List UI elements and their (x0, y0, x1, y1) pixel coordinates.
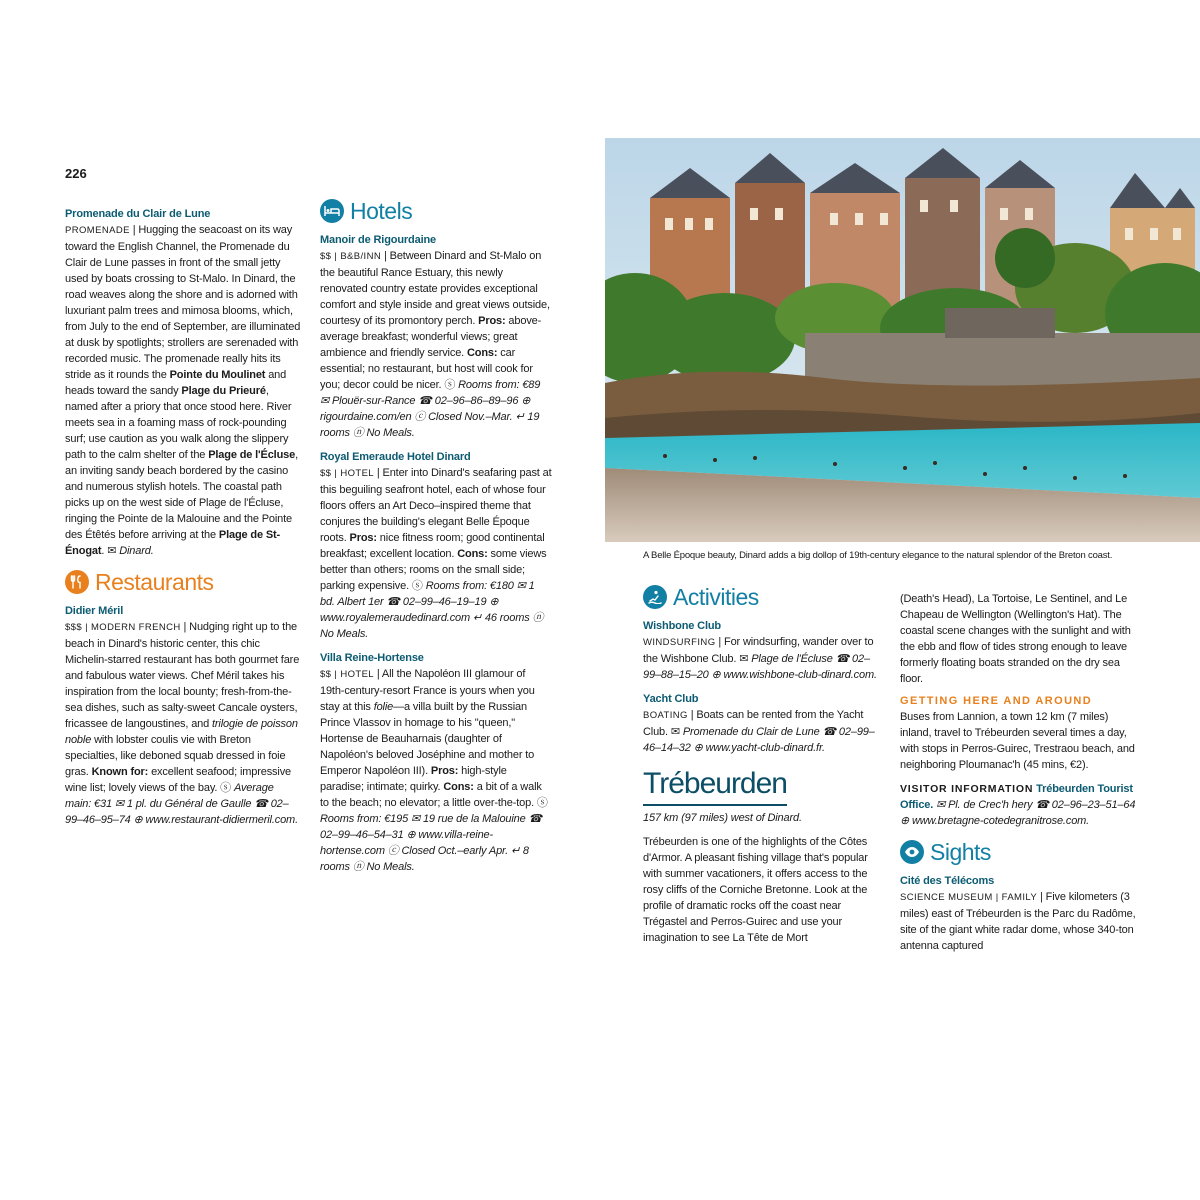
tourist-office-name: Trébeurden Tourist Office. (900, 783, 1133, 811)
entry-royal-emeraude (320, 449, 552, 642)
column-4 (900, 591, 1136, 954)
place-name: Pointe du Moulinet (169, 369, 266, 381)
getting-here-heading: GETTING HERE AND AROUND (900, 695, 1093, 707)
hotel-bed-icon (320, 199, 344, 223)
entry-category: SCIENCE MUSEUM | FAMILY (900, 892, 1038, 903)
cons-label: Cons: (466, 347, 498, 359)
entry-title: Villa Reine-Hortense (320, 652, 424, 664)
section-title: Restaurants (95, 569, 214, 595)
entry-title: Wishbone Club (643, 620, 721, 632)
entry-text: | All the Napoléon III glamour of 19th-century-resort France is yours when you stay at this (320, 668, 535, 713)
pros-label: Pros: (430, 765, 459, 777)
photo-caption: A Belle Époque beauty, Dinard adds a big dollop of 19th-century elegance to the natural splendor of the Breton coast. (643, 550, 1113, 561)
visitor-information (900, 781, 1136, 829)
entry-promenade (65, 206, 301, 559)
visitor-info-label: VISITOR INFORMATION (900, 783, 1034, 795)
getting-here-text: Buses from Lannion, a town 12 km (7 miles) inland, travel to Trébeurden several times a day, with stops in Perros-Guirec, Trestraou beach, and neighboring Ploumanac'h (45 mins, €2). (900, 711, 1135, 771)
entry-address: Rooms from: €180 ✉ 1 bd. Albert 1er ☎ 02–99–46–19–19 ⊕ www.royalemeraudedinard.com ↵ 46 rooms ⓝ No Meals. (320, 580, 544, 640)
entry-villa-reine-hortense (320, 650, 552, 875)
column-2 (320, 198, 552, 875)
entry-text: | Enter into Dinard's seafaring past at this beguiling seafront hotel, each of whose four floors offers an Art Deco–inspired theme that conjures the building's elegant Belle Époque roots. (320, 467, 552, 544)
entry-address: Promenade du Clair de Lune ☎ 02–99–46–14–32 ⊕ www.yacht-club-dinard.fr. (643, 726, 875, 754)
entry-text: folie (373, 701, 394, 713)
entry-address: ✉ Pl. de Crec'h hery ☎ 02–96–23–51–64 ⊕ www.bretagne-cotedegranitrose.com. (900, 799, 1136, 827)
entry-title: Manoir de Rigourdaine (320, 234, 437, 246)
entry-didier-meril (65, 603, 301, 828)
entry-title: Royal Emeraude Hotel Dinard (320, 451, 471, 463)
entry-text: nice fitness room; good continental breakfast; excellent location. (320, 532, 545, 560)
section-title: Activities (673, 584, 759, 610)
entry-text: , an inviting sandy beach bordered by the casino and numerous stylish hotels. The coastal path picks up on the west side of Plage de l'Écluse, ringing the Pointe de la Malouine and the Pointe des Étêtés before arriving at the (65, 449, 298, 541)
restaurant-icon (65, 570, 89, 594)
entry-wishbone-club (643, 618, 879, 683)
entry-address: Rooms from: €89 ✉ Plouër-sur-Rance ☎ 02–96–86–89–96 ⊕ rigourdaine.com/en ⓒ Closed Nov.–Mar. ↵ 19 rooms ⓝ No Meals. (320, 379, 541, 439)
column-3 (643, 584, 879, 946)
entry-category: $$ | B&B/INN (320, 251, 382, 262)
place-name: Plage du Prieuré (181, 385, 266, 397)
entry-title: Yacht Club (643, 693, 699, 705)
entry-text: | Boats can be rented from the Yacht Club. ✉ (643, 709, 864, 738)
pros-label: Pros: (478, 315, 506, 327)
entry-text: high-style paradise; intimate; quirky. (320, 765, 507, 793)
section-title: Hotels (350, 198, 413, 224)
cons-label: Cons: (443, 781, 474, 793)
entry-category: PROMENADE (65, 225, 130, 236)
entry-text: and heads toward the sandy (65, 369, 287, 397)
known-for-label: Known for: (91, 766, 149, 778)
entry-text: above-average breakfast; wonderful views; great ambience and friendly service. (320, 315, 542, 359)
hotels-heading (320, 198, 552, 224)
entry-category: $$$ | MODERN FRENCH (65, 622, 181, 633)
column-1 (65, 206, 301, 828)
entry-title: Promenade du Clair de Lune (65, 208, 211, 220)
entry-text: | Nudging right up to the beach in Dinard's historic center, this chic Michelin-starred restaurant has both gourmet fare and fabulous water views. Chef Méril takes his inspiration from the local bounty; fresh-from-the-sea dishes, such as salty-sweet Cancale oysters, fricassee de langoustines, and (65, 621, 300, 730)
dinard-coast-photo (605, 138, 1200, 542)
place-name: Plage de l'Écluse (208, 449, 296, 461)
entry-cite-des-telecoms (900, 873, 1136, 954)
entry-text: | Hugging the seacoast on its way toward the English Channel, the Promenade du Clair de Lune passes in front of the small jetty used by boats crossing to St-Malo. In Dinard, the road weaves along the shore and is adorned with luxuriant palm trees and mimosa blooms, which, from July to the end of September, are illuminated at dusk by spotlights; strollers are serenaded with recorded music. The promenade really hits its stride as it rounds the (65, 224, 301, 381)
entry-text: —a villa built by the Russian Prince Vlassov in homage to his "queen," Hortense de Beauharnais (daughter of Napoléon's beloved Joséphine and mother to Emperor Napoléon III). (320, 701, 535, 777)
entry-category: $$ | HOTEL (320, 669, 374, 680)
activities-heading (643, 584, 879, 610)
entry-address: Dinard. (119, 545, 154, 557)
town-heading: Trébeurden (643, 766, 787, 806)
entry-title: Didier Méril (65, 605, 124, 617)
sights-heading (900, 839, 1136, 865)
eye-icon (900, 840, 924, 864)
entry-address: Plage de l'Écluse ☎ 02–99–88–15–20 ⊕ www.wishbone-club-dinard.com. (643, 653, 877, 681)
pros-label: Pros: (349, 532, 377, 544)
dish-name: trilogie de poisson noble (65, 718, 298, 746)
entry-text: with lobster coulis vie with Breton specialties, like deboned squab dressed in foie gras. (65, 734, 286, 778)
section-title: Sights (930, 839, 991, 865)
cons-label: Cons: (457, 548, 488, 560)
town-distance: 157 km (97 miles) west of Dinard. (643, 812, 802, 824)
activities-icon (643, 585, 667, 609)
entry-text: , named after a priory that once stood here. River meets sea in a foaming mass of rock-pounding surf; use caution as you walk along the slippery path to the calm shelter of the (65, 385, 292, 461)
continuation-text: (Death's Head), La Tortoise, Le Sentinel, and Le Chapeau de Wellington (Wellington's Hat). The coastal scene changes with the sunlight and with the ebb and flow of tides strong enough to leave formerly floating boats stranded on the dry sea floor. (900, 593, 1131, 685)
place-name: Plage de St-Énogat (65, 529, 281, 557)
entry-text: | Between Dinard and St-Malo on the beautiful Rance Estuary, this newly renovated country estate provides exceptional comfort and style inside and great views outside, courtesy of its promontory perch. (320, 250, 550, 327)
entry-text: some views better than others; rooms on the small side; parking expensive. ⓢ (320, 548, 547, 592)
entry-text: | Five kilometers (3 miles) east of Trébeurden is the Parc du Radôme, site of the giant white radar dome, whose 340-ton antenna captured (900, 891, 1136, 952)
entry-category: BOATING (643, 710, 688, 721)
entry-category: WINDSURFING (643, 637, 716, 648)
entry-text: . ✉ (101, 545, 120, 557)
entry-address: Rooms from: €195 ✉ 19 rue de la Malouine ☎ 02–99–46–54–31 ⊕ www.villa-reine-hortense.com ⓒ Closed Oct.–early Apr. ↵ 8 rooms ⓝ No Meals. (320, 813, 543, 873)
entry-text: excellent seafood; impressive wine list; lovely views of the bay. ⓢ (65, 766, 292, 794)
entry-manoir-rigourdaine (320, 232, 552, 441)
entry-text: a bit of a walk to the beach; no elevator; a little over-the-top. ⓢ (320, 781, 548, 809)
town-intro: Trébeurden is one of the highlights of the Côtes d'Armor. A pleasant fishing village that's popular with summer vacationers, it offers access to the rosy cliffs of the Corniche Bretonne. Look at the profile of dramatic rocks off the coast near Trégastel and Perros-Guirec and use your imagination to see La Tête de Mort (643, 836, 868, 944)
page-number: 226 (65, 166, 87, 181)
entry-category: $$ | HOTEL (320, 468, 374, 479)
restaurants-heading (65, 569, 301, 595)
entry-text: car essential; no restaurant, but host will cook for you; decor could be nicer. ⓢ (320, 347, 533, 391)
entry-title: Cité des Télécoms (900, 875, 995, 887)
entry-address: Average main: €31 ✉ 1 pl. du Général de Gaulle ☎ 02–99–46–95–74 ⊕ www.restaurant-didiermeril.com. (65, 782, 298, 826)
entry-text: | For windsurfing, wander over to the Wishbone Club. ✉ (643, 636, 874, 665)
entry-yacht-club (643, 691, 879, 756)
